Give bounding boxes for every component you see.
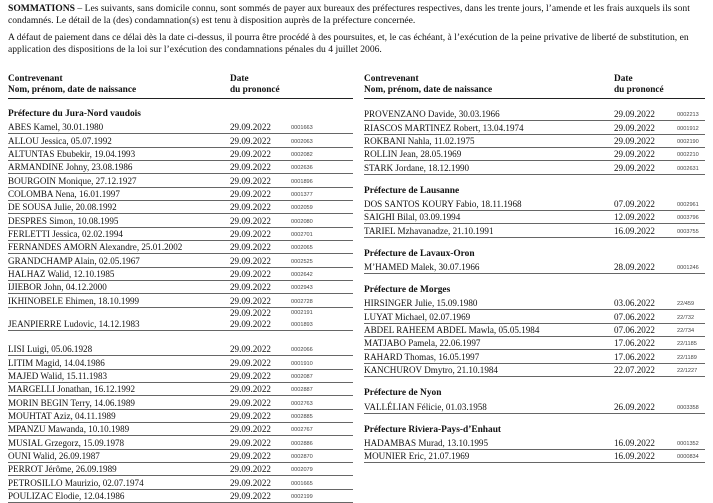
row-name: IKHINOBELE Ehimen, 18.10.1999 bbox=[8, 295, 140, 306]
row-name: MUSIAL Grzegorz, 15.09.1978 bbox=[8, 437, 125, 448]
row-code: 0001377 bbox=[291, 192, 313, 199]
intro-paragraph-2: A défaut de paiement dans ce délai dès la date ci-dessus, il pourra être procédé à des poursuites, et, le cas échéant, à l’exécution de la peine privative de liberté de substitution, en application des dispositions de la loi sur l’exécution des condamnations pénales du 4 juillet 2006. bbox=[8, 32, 689, 55]
row-date: 28.09.2022 bbox=[614, 262, 655, 273]
header-prononce: du prononcé bbox=[614, 85, 664, 95]
row-name: FERNANDES AMORN Alexandre, 25.01.2002 bbox=[8, 242, 183, 253]
row-date: 29.09.2022 bbox=[230, 242, 271, 253]
row-name: VALLÉLIAN Félicie, 01.03.1958 bbox=[364, 401, 487, 412]
row-name: FERLETTI Jessica, 02.02.1994 bbox=[8, 229, 123, 240]
row-date: 16.09.2022 bbox=[614, 437, 655, 448]
row-code: 0002886 bbox=[291, 440, 313, 447]
row-date: 29.09.2022 bbox=[230, 437, 271, 448]
table-row bbox=[8, 161, 353, 174]
row-name: LISI Luigi, 05.06.1928 bbox=[8, 344, 93, 355]
header-name-col bbox=[8, 74, 136, 96]
row-date: 29.09.2022 bbox=[614, 149, 655, 160]
table-row bbox=[8, 268, 353, 281]
table-row bbox=[364, 350, 705, 363]
row-name: DE SOUSA Julie, 20.08.1992 bbox=[8, 202, 117, 213]
row-code: 0001893 bbox=[291, 321, 313, 328]
row-name: TARIEL Mzhavanadze, 21.10.1991 bbox=[364, 225, 494, 236]
row-code: 0002525 bbox=[291, 258, 313, 265]
table-row bbox=[364, 450, 705, 463]
table-row bbox=[8, 490, 353, 503]
row-name: RIASCOS MARTINEZ Robert, 13.04.1974 bbox=[364, 122, 524, 133]
table-row bbox=[8, 356, 353, 369]
row-date: 29.09.2022 bbox=[230, 410, 271, 421]
table-row bbox=[8, 410, 353, 423]
row-code: 0002636 bbox=[291, 165, 313, 172]
row-name: MATJABO Pamela, 22.06.1997 bbox=[364, 338, 481, 349]
row-date: 29.09.2022 bbox=[230, 450, 271, 461]
row-code: 0002063 bbox=[291, 138, 313, 145]
row-code: 0002631 bbox=[677, 165, 699, 172]
intro-paragraph-1 bbox=[8, 3, 705, 26]
section-title: Préfecture du Jura-Nord vaudois bbox=[8, 109, 141, 119]
row-code: 0002191 bbox=[291, 309, 313, 316]
row-date: 29.09.2022 bbox=[230, 282, 271, 293]
table-row bbox=[364, 337, 705, 350]
table-row bbox=[8, 134, 353, 147]
row-code: 0003358 bbox=[677, 404, 699, 411]
row-date: 29.09.2022 bbox=[230, 215, 271, 226]
row-date: 29.09.2022 bbox=[230, 229, 271, 240]
row-code: 22/459 bbox=[677, 301, 695, 308]
table-row bbox=[364, 364, 705, 377]
table-row bbox=[8, 308, 353, 331]
table-row bbox=[364, 224, 705, 237]
table-row bbox=[364, 148, 705, 161]
row-date: 29.09.2022 bbox=[230, 464, 271, 475]
row-name: HALHAZ Walid, 12.10.1985 bbox=[8, 269, 115, 280]
row-date: 22.07.2022 bbox=[614, 365, 655, 376]
table-row bbox=[364, 198, 705, 211]
section-title: Préfecture de Lavaux-Oron bbox=[364, 248, 475, 259]
row-code: 0001352 bbox=[677, 440, 699, 447]
row-name: ALTUNTAS Ebubekir, 19.04.1993 bbox=[8, 149, 136, 160]
row-name: MORIN BEGIN Terry, 14.06.1989 bbox=[8, 397, 135, 408]
row-code: 0002728 bbox=[291, 298, 313, 305]
row-date: 29.09.2022 bbox=[230, 424, 271, 435]
row-date: 29.09.2022 bbox=[614, 136, 655, 147]
row-code: 0001896 bbox=[291, 178, 313, 185]
row-name: POULIZAC Elodie, 12.04.1986 bbox=[8, 490, 125, 501]
table-row bbox=[364, 310, 705, 323]
row-name: PERROT Jérôme, 26.09.1989 bbox=[8, 464, 117, 475]
row-name: ARMANDINE Johny, 23.08.1986 bbox=[8, 162, 133, 173]
table-row bbox=[364, 261, 705, 274]
row-name: ALLOU Jessica, 05.07.1992 bbox=[8, 135, 112, 146]
row-date: 29.09.2022 bbox=[230, 307, 271, 318]
row-date: 29.09.2022 bbox=[230, 162, 271, 173]
row-name: MPANZU Mawanda, 10.10.1989 bbox=[8, 424, 130, 435]
table-row bbox=[364, 400, 705, 413]
table-header bbox=[8, 73, 353, 99]
row-name: DOS SANTOS KOURY Fabio, 18.11.1968 bbox=[364, 199, 522, 210]
header-date: Date bbox=[230, 74, 249, 84]
row-code: 22/1227 bbox=[677, 368, 698, 375]
row-date: 29.09.2022 bbox=[230, 202, 271, 213]
row-code: 0002065 bbox=[291, 245, 313, 252]
header-date: Date bbox=[614, 74, 633, 84]
row-code: 0002870 bbox=[291, 453, 313, 460]
row-name: BOURGOIN Monique, 27.12.1927 bbox=[8, 175, 137, 186]
row-name: ABES Kamel, 30.01.1980 bbox=[8, 122, 104, 133]
intro-p1-text: – Les suivants, sans domicile connu, sont sommés de payer aux bureaux des préfectures respectives, dans les trente jours, l’amende et les frais auxquels ils sont condamnés. Le détail de la (des) condamnation(s) est tenu à disposition auprès de la préfecture concernée. bbox=[8, 3, 690, 26]
row-code: 0001910 bbox=[291, 360, 313, 367]
right-column bbox=[364, 73, 705, 463]
row-date: 29.09.2022 bbox=[230, 269, 271, 280]
row-date: 03.06.2022 bbox=[614, 298, 655, 309]
right-table-body bbox=[364, 99, 705, 463]
table-row bbox=[364, 437, 705, 450]
row-date: 29.09.2022 bbox=[230, 255, 271, 266]
table-row bbox=[8, 383, 353, 396]
row-name: ROLLIN Jean, 28.05.1969 bbox=[364, 149, 462, 160]
row-code: 0002213 bbox=[677, 112, 699, 119]
row-code: 22/1189 bbox=[677, 354, 697, 361]
table-row bbox=[8, 396, 353, 409]
row-date: 29.09.2022 bbox=[230, 318, 271, 329]
header-date-col bbox=[230, 74, 280, 96]
row-code: 0003755 bbox=[677, 228, 699, 235]
row-date: 29.09.2022 bbox=[230, 490, 271, 501]
row-code: 0001663 bbox=[291, 125, 313, 132]
row-date: 16.09.2022 bbox=[614, 225, 655, 236]
section-title: Préfecture de Morges bbox=[364, 285, 451, 296]
row-date: 17.06.2022 bbox=[614, 351, 655, 362]
section-title: Préfecture Riviera-Pays-d’Enhaut bbox=[364, 424, 502, 435]
table-row bbox=[8, 121, 353, 134]
table-header bbox=[364, 73, 705, 99]
row-code: 0001665 bbox=[291, 480, 313, 487]
intro-text bbox=[8, 3, 705, 55]
row-date: 07.09.2022 bbox=[614, 199, 655, 210]
row-code: 22/732 bbox=[677, 314, 695, 321]
row-code: 0002079 bbox=[291, 467, 313, 474]
row-date: 29.09.2022 bbox=[230, 397, 271, 408]
row-code: 0002066 bbox=[291, 347, 313, 354]
row-name: DESPRES Simon, 10.08.1995 bbox=[8, 215, 119, 226]
row-name: LITIM Magid, 14.04.1986 bbox=[8, 357, 105, 368]
row-name: MARGELLI Jonathan, 16.12.1992 bbox=[8, 384, 136, 395]
table-row bbox=[8, 343, 353, 356]
row-date: 07.06.2022 bbox=[614, 325, 655, 336]
table-row bbox=[8, 188, 353, 201]
row-date: 29.09.2022 bbox=[614, 122, 655, 133]
row-date: 29.09.2022 bbox=[614, 109, 655, 120]
row-name: GRANDCHAMP Alain, 02.05.1967 bbox=[8, 255, 140, 266]
row-name: STARK Jordane, 18.12.1990 bbox=[364, 162, 470, 173]
row-name: SAIGHI Bilal, 03.09.1994 bbox=[364, 212, 461, 223]
row-name: PROVENZANO Davide, 30.03.1966 bbox=[364, 109, 500, 120]
header-nom: Nom, prénom, date de naissance bbox=[364, 85, 493, 95]
row-name: PETROSILLO Maurizio, 02.07.1974 bbox=[8, 477, 144, 488]
row-date: 29.09.2022 bbox=[230, 370, 271, 381]
table-row bbox=[8, 241, 353, 254]
row-code: 0002961 bbox=[677, 202, 699, 209]
table-row bbox=[364, 121, 705, 134]
row-code: 0001246 bbox=[677, 265, 699, 272]
intro-title: SOMMATIONS bbox=[8, 3, 75, 14]
row-date: 16.09.2022 bbox=[614, 451, 655, 462]
row-name: KANCHUROV Dmytro, 21.10.1984 bbox=[364, 365, 498, 376]
table-row bbox=[8, 214, 353, 227]
row-name: OUNI Walid, 26.09.1987 bbox=[8, 450, 100, 461]
table-row bbox=[8, 463, 353, 476]
table-row bbox=[364, 324, 705, 337]
row-name: M’HAMED Malek, 30.07.1966 bbox=[364, 262, 480, 273]
row-code: 0002885 bbox=[291, 413, 313, 420]
row-date: 29.09.2022 bbox=[230, 189, 271, 200]
row-date: 29.09.2022 bbox=[230, 357, 271, 368]
row-date: 26.09.2022 bbox=[614, 401, 655, 412]
table-row bbox=[364, 108, 705, 121]
table-row bbox=[8, 228, 353, 241]
row-date: 29.09.2022 bbox=[230, 344, 271, 355]
section-title: Préfecture de Nyon bbox=[364, 388, 442, 399]
row-code: 0003796 bbox=[677, 215, 699, 222]
table-row bbox=[8, 476, 353, 489]
row-code: 0002767 bbox=[291, 427, 313, 434]
row-code: 0002190 bbox=[677, 139, 699, 146]
table-row bbox=[8, 254, 353, 267]
table-row bbox=[8, 450, 353, 463]
section-title: Préfecture de Lausanne bbox=[364, 185, 460, 196]
row-name: IJIEBOR John, 04.12.2000 bbox=[8, 282, 107, 293]
row-name: LUYAT Michael, 02.07.1969 bbox=[364, 311, 471, 322]
row-name: HIRSINGER Julie, 15.09.1980 bbox=[364, 298, 478, 309]
row-name: MAJED Walid, 15.11.1983 bbox=[8, 370, 108, 381]
row-code: 0001912 bbox=[677, 125, 699, 132]
table-row bbox=[364, 211, 705, 224]
header-contrevenant: Contrevenant bbox=[8, 74, 63, 84]
row-name: HADAMBAS Murad, 13.10.1995 bbox=[364, 437, 489, 448]
row-date: 29.09.2022 bbox=[614, 162, 655, 173]
header-contrevenant: Contrevenant bbox=[364, 74, 419, 84]
row-date: 17.06.2022 bbox=[614, 338, 655, 349]
row-code: 0000834 bbox=[677, 454, 699, 461]
row-code: 0002210 bbox=[677, 152, 699, 159]
row-date: 12.09.2022 bbox=[614, 212, 655, 223]
row-date: 29.09.2022 bbox=[230, 122, 271, 133]
row-date: 29.09.2022 bbox=[230, 135, 271, 146]
row-date: 29.09.2022 bbox=[230, 175, 271, 186]
row-name: RAHARD Thomas, 16.05.1997 bbox=[364, 351, 480, 362]
row-code: 0002763 bbox=[291, 400, 313, 407]
row-code: 22/1185 bbox=[677, 341, 697, 348]
row-code: 0002887 bbox=[291, 387, 313, 394]
row-date: 29.09.2022 bbox=[230, 149, 271, 160]
header-nom: Nom, prénom, date de naissance bbox=[8, 85, 137, 95]
header-prononce: du prononcé bbox=[230, 85, 280, 95]
row-name: COLOMBA Nena, 16.01.1997 bbox=[8, 189, 120, 200]
row-date: 07.06.2022 bbox=[614, 311, 655, 322]
row-code: 0002059 bbox=[291, 205, 313, 212]
table-row bbox=[8, 423, 353, 436]
row-name: MOUNIER Eric, 21.07.1969 bbox=[364, 451, 470, 462]
header-name-col bbox=[364, 74, 492, 96]
table-row bbox=[364, 297, 705, 310]
table-row bbox=[364, 135, 705, 148]
row-code: 22/734 bbox=[677, 328, 695, 335]
table-row bbox=[8, 281, 353, 294]
row-date: 29.09.2022 bbox=[230, 384, 271, 395]
table-row bbox=[8, 174, 353, 187]
table-row bbox=[364, 161, 705, 174]
row-code: 0002080 bbox=[291, 218, 313, 225]
row-date: 29.09.2022 bbox=[230, 295, 271, 306]
row-name: ABDEL RAHEEM ABDEL Mawla, 05.05.1984 bbox=[364, 325, 540, 336]
left-table-body bbox=[8, 99, 353, 503]
table-row bbox=[8, 294, 353, 307]
table-row bbox=[8, 370, 353, 383]
row-code: 0002642 bbox=[291, 272, 313, 279]
table-row bbox=[8, 436, 353, 449]
row-code: 0002943 bbox=[291, 285, 313, 292]
row-name: JEANPIERRE Ludovic, 14.12.1983 bbox=[8, 318, 140, 329]
row-date: 29.09.2022 bbox=[230, 477, 271, 488]
table-row bbox=[8, 148, 353, 161]
row-name: MOUHTAT Aziz, 04.11.1989 bbox=[8, 410, 116, 421]
left-column bbox=[8, 73, 353, 503]
row-code: 0002082 bbox=[291, 152, 313, 159]
row-code: 0002199 bbox=[291, 493, 313, 500]
header-date-col bbox=[614, 74, 664, 96]
row-code: 0002087 bbox=[291, 373, 313, 380]
row-code: 0002701 bbox=[291, 232, 313, 239]
row-name: ROKBANI Nahla, 11.02.1975 bbox=[364, 136, 475, 147]
table-row bbox=[8, 201, 353, 214]
